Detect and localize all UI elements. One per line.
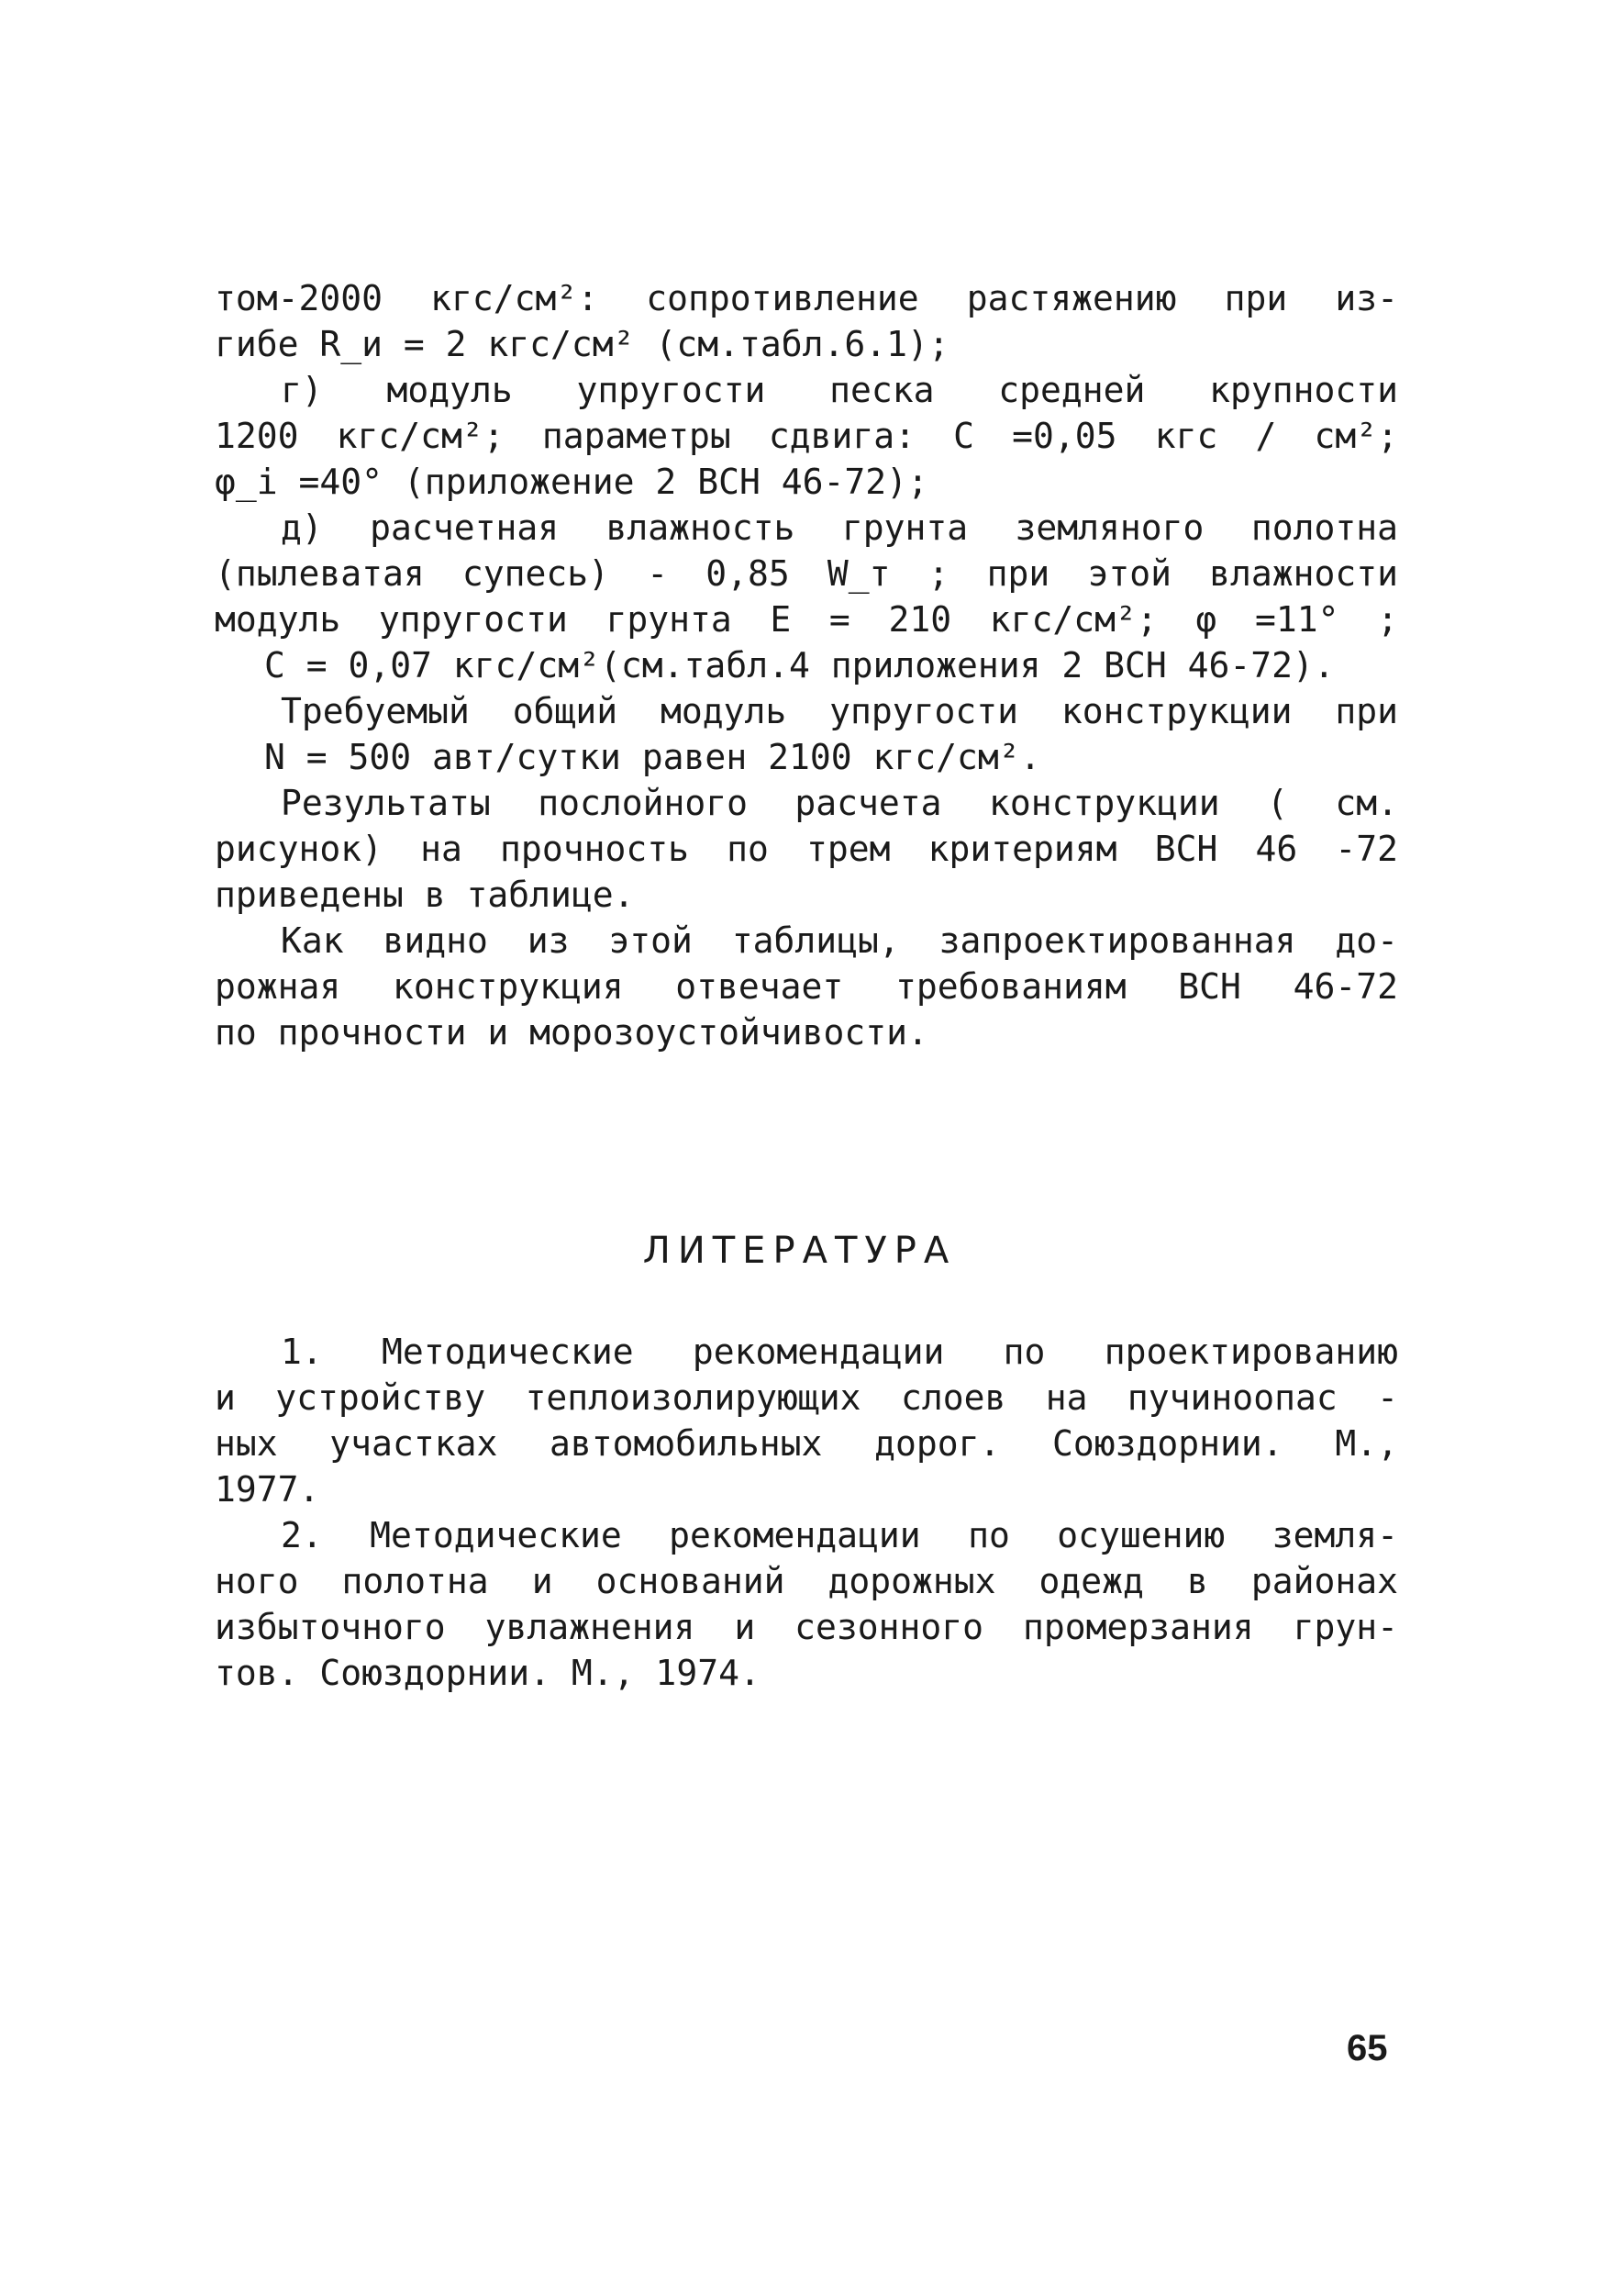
page-number: 65 [1347,2028,1388,2068]
reference-line: 2. Методические рекомендации по осушению земля- [281,1515,1398,1555]
reference-line: ных участках автомобильных дорог. Союздорнии. М., [215,1423,1398,1464]
text-line: (пылеватая супесь) - 0,85 W_т ; при этой влажности [215,553,1398,594]
text-line: по прочности и морозоустойчивости. [215,1012,928,1053]
reference-line: и устройству теплоизолирующих слоев на пучиноопас - [215,1377,1398,1418]
text-line: том-2000 кгс/см²: сопротивление растяжению при из- [215,278,1398,318]
text-line: φ_i =40° (приложение 2 ВСН 46-72); [215,462,928,502]
text-line: г) модуль упругости песка средней крупности [281,370,1398,410]
text-line: 1200 кгс/см²; параметры сдвига: C =0,05 кгс / см²; [215,416,1398,456]
text-line: приведены в таблице. [215,875,635,915]
text-line: д) расчетная влажность грунта земляного полотна [281,507,1398,548]
reference-line: тов. Союздорнии. М., 1974. [215,1653,761,1693]
text-line: гибе R_и = 2 кгс/см² (см.табл.6.1); [215,324,949,364]
text-line: C = 0,07 кгс/см²(см.табл.4 приложения 2 ВСН 46-72). [264,645,1335,685]
reference-list [215,1329,1398,1696]
reference-line: ного полотна и оснований дорожных одежд в районах [215,1561,1398,1601]
text-line: модуль упругости грунта E = 210 кгс/см²; φ =11° ; [215,599,1398,640]
text-line: рожная конструкция отвечает требованиям ВСН 46-72 [215,966,1398,1007]
text-line: Требуемый общий модуль упругости конструкции при [281,691,1398,731]
reference-line: 1977. [215,1469,320,1510]
text-line: Как видно из этой таблицы, запроектированная до- [281,920,1398,961]
text-line: N = 500 авт/сутки равен 2100 кгс/см². [264,737,1041,777]
text-line: Результаты послойного расчета конструкции ( см. [281,783,1398,823]
body-text [215,275,1398,1055]
reference-line: избыточного увлажнения и сезонного промерзания грун- [215,1607,1398,1647]
reference-line: 1. Методические рекомендации по проектированию [281,1332,1398,1372]
text-line: рисунок) на прочность по трем критериям ВСН 46 -72 [215,829,1398,869]
section-heading: ЛИТЕРАТУРА [642,1230,957,1272]
